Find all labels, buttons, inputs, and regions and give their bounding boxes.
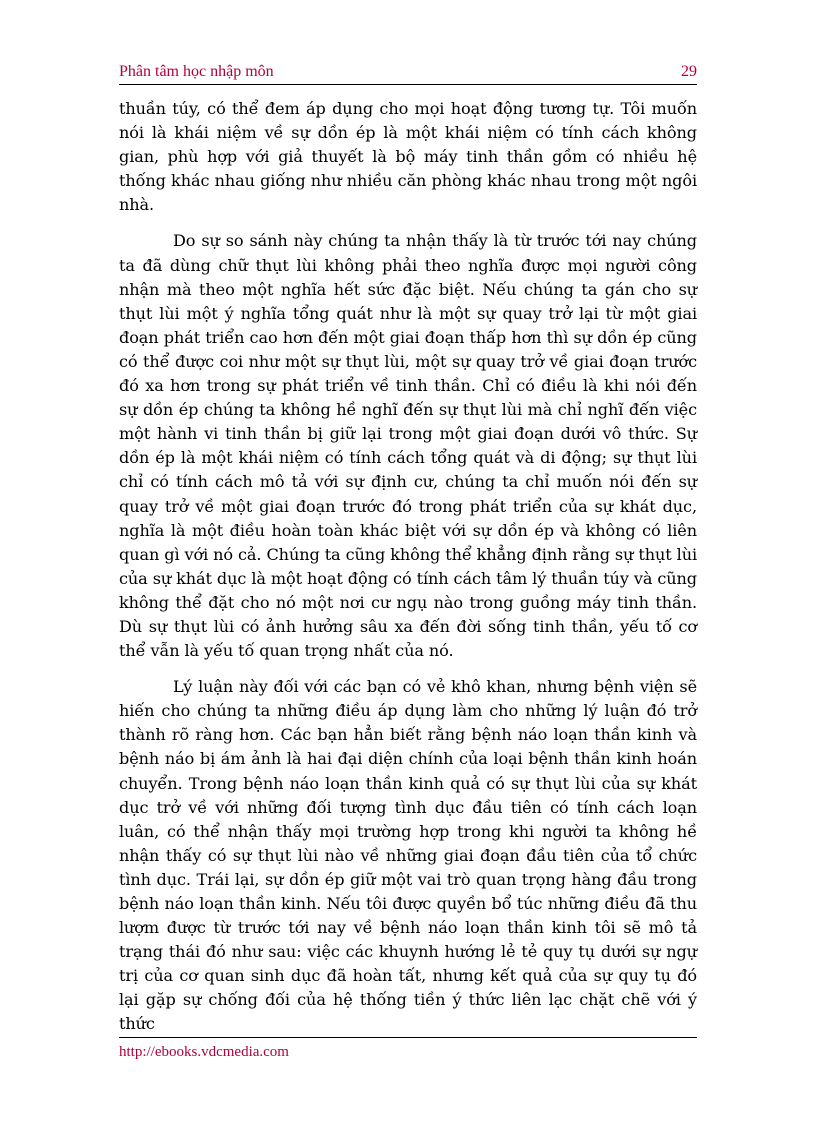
footer-url: http://ebooks.vdcmedia.com	[119, 1044, 289, 1060]
paragraph: Lý luận này đối với các bạn có vẻ khô khan, nhưng bệnh viện sẽ hiến cho chúng ta những điều áp dụng làm cho những lý luận đó trở thành rõ ràng hơn. Các bạn hẳn biết rằng bệnh náo loạn thần kinh và bệnh náo bị ám ảnh là hai đại diện chính của loại bệnh thần kinh hoán chuyển. Trong bệnh náo loạn thần kinh quả có sự thụt lùi của sự khát dục trở về với những đối tượng tình dục đầu tiên có tính cách loạn luân, có thể nhận thấy mọi trường hợp trong khi người ta không hề nhận thấy có sự thụt lùi nào về những giai đoạn đầu tiên của tổ chức tình dục. Trái lại, sự dồn ép giữ một vai trò quan trọng hàng đầu trong bệnh náo loạn thần kinh. Nếu tôi được quyền bổ túc những điều đã thu lượm được từ trước tới nay về bệnh náo loạn thần kinh tôi sẽ mô tả trạng thái đó như sau: việc các khuynh hướng lẻ tẻ quy tụ dưới sự ngự trị của cơ quan sinh dục đã hoàn tất, nhưng kết quả của sự quy tụ đó lại gặp sự chống đối của hệ thống tiền ý thức liên lạc chặt chẽ với ý thức	[119, 677, 697, 1034]
book-title: Phân tâm học nhập môn	[119, 63, 274, 80]
body-text	[119, 97, 697, 1049]
page-number: 29	[681, 63, 697, 80]
paragraph: Do sự so sánh này chúng ta nhận thấy là từ trước tới nay chúng ta đã dùng chữ thụt lùi không phải theo nghĩa được mọi người công nhận mà theo một nghĩa hết sức đặc biệt. Nếu chúng ta gán cho sự thụt lùi một ý nghĩa tổng quát như là một sự quay trở lại từ một giai đoạn phát triển cao hơn đến một giai đoạn thấp hơn thì sự dồn ép cũng có thể được coi như một sự thụt lùi, một sự quay trở về giai đoạn trước đó xa hơn trong sự phát triển về tinh thần. Chỉ có điều là khi nói đến sự dồn ép chúng ta không hề nghĩ đến sự thụt lùi mà chỉ nghĩ đến việc một hành vi tinh thần bị giữ lại trong một giai đoạn dưới vô thức. Sự dồn ép là một khái niệm có tính cách tổng quát và di động; sự thụt lùi chỉ có tính cách mô tả với sự định cư, chúng ta chỉ muốn nói đến sự quay trở về một giai đoạn trước đó trong phát triển của sự khát dục, nghĩa là một điều hoàn toàn khác biệt với sự dồn ép và không có liên quan gì với nó cả. Chúng ta cũng không thể khẳng định rằng sự thụt lùi của sự khát dục là một hoạt động có tính cách tâm lý thuần túy và cũng không thể đặt cho nó một nơi cư ngụ nào trong guồng máy tinh thần. Dù sự thụt lùi có ảnh hưởng sâu xa đến đời sống tinh thần, yếu tố cơ thể vẫn là yếu tố quan trọng nhất của nó.	[119, 231, 698, 661]
page-header	[119, 60, 697, 85]
footer-divider	[119, 1037, 697, 1038]
paragraph: thuần túy, có thể đem áp dụng cho mọi hoạt động tương tự. Tôi muốn nói là khái niệm về sự dồn ép là một khái niệm có tính cách không gian, phù hợp với giả thuyết là bộ máy tinh thần gồm có nhiều hệ thống khác nhau giống như nhiều căn phòng khác nhau trong một ngôi nhà.	[119, 99, 697, 215]
